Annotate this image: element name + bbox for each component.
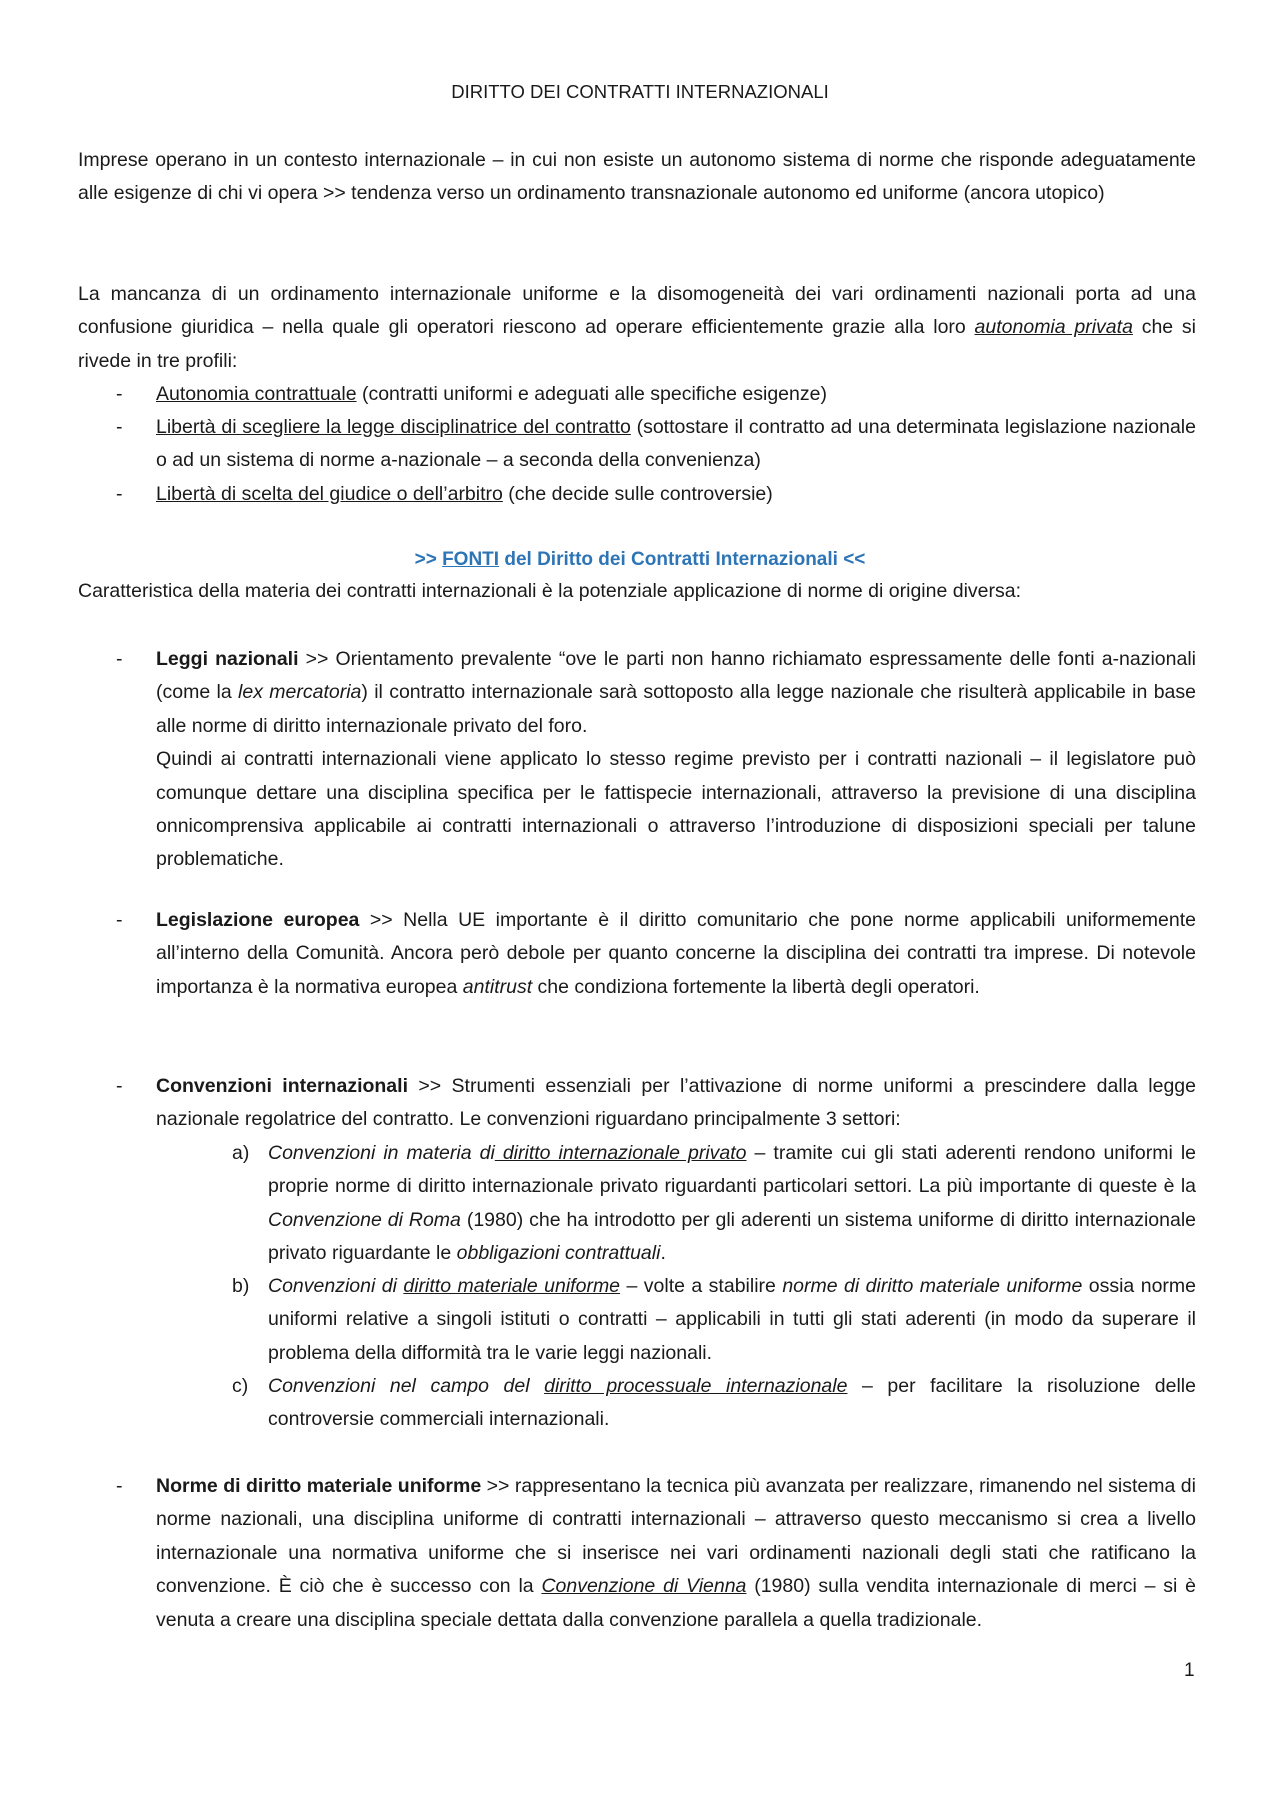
norme-term: Norme di diritto materiale uniforme — [156, 1475, 482, 1497]
bullet-dash: - — [116, 909, 123, 931]
sub-b-underlined: diritto materiale uniforme — [403, 1275, 621, 1297]
sub-c-text: – per facilitare la risoluzione delle controversie commerciali internazionali. — [268, 1375, 1196, 1431]
europea-text: >> Nella UE importante è il diritto comunitario che pone norme applicabili uniformemente all’interno della Comunità. Ancora però debole per quanto concerne la disciplina dei contratti tra imprese. Di notevole importanza è la normativa europea — [156, 909, 1197, 998]
norme-text: >> rappresentano la tecnica più avanzata per realizzare, rimanendo nel sistema di norme nazionali, una disciplina uniforme di contratti internazionali – attraverso questo meccanismo si crea a livello internazionale una normativa uniforme che si inserisce nei vari ordinamenti nazionali degli stati che ratificano la convenzione. È ciò che è successo con la — [156, 1475, 1196, 1598]
subitem-label: c) — [232, 1375, 249, 1397]
convenzioni-text: >> Strumenti essenziali per l’attivazione di norme uniformi a prescindere dalla legge nazionale regolatrice del contratto. Le convenzioni riguardano principalmente 3 settori: — [156, 1075, 1196, 1131]
convention-subitem-b — [232, 1270, 1196, 1370]
sub-c-underlined: diritto processuale internazionale — [544, 1375, 848, 1397]
profile-term: Autonomia contrattuale — [156, 383, 357, 405]
europea-text-end: che condiziona fortemente la libertà degli operatori. — [532, 975, 980, 998]
convention-subitem-c — [232, 1370, 1196, 1437]
profile-term: Libertà di scegliere la legge disciplinatrice del contratto — [156, 416, 631, 438]
profile-item — [78, 378, 1196, 411]
obbligazioni-term: obbligazioni contrattuali — [456, 1242, 661, 1265]
heading-suffix: del Diritto dei Contratti Internazionali << — [499, 549, 866, 570]
profile-text: (contratti uniformi e adeguati alle specifiche esigenze) — [356, 383, 827, 405]
intro-paragraph-3: Caratteristica della materia dei contratti internazionali è la potenziale applicazione di norme di origine diversa: — [78, 580, 1022, 602]
page-number: 1 — [1184, 1660, 1195, 1681]
leggi-term: Leggi nazionali — [156, 648, 299, 670]
bullet-dash: - — [116, 1075, 123, 1097]
bullet-dash: - — [116, 383, 123, 405]
heading-prefix: >> — [414, 549, 443, 570]
bullet-dash: - — [116, 1475, 123, 1497]
bullet-dash: - — [116, 416, 123, 438]
intro2-text: La mancanza di un ordinamento internazionale uniforme e la disomogeneità dei vari ordinamenti nazionali porta ad una confusione giuridica – nella quale gli operatori riescono ad operare efficientemente grazie alla loro — [78, 283, 1196, 339]
profile-text: (che decide sulle controversie) — [502, 483, 773, 505]
bullet-dash: - — [116, 483, 123, 505]
convenzioni-term: Convenzioni internazionali — [156, 1075, 408, 1097]
intro-paragraph-2 — [78, 278, 1196, 378]
sub-b-text-2: ossia norme uniformi relative a singoli istituti o contratti – applicabili in tutti gli stati aderenti (in modo da superare il problema della difformità tra le varie leggi nazionali. — [268, 1275, 1196, 1364]
autonomia-privata-term: autonomia privata — [974, 316, 1133, 339]
profile-term: Libertà di scelta del giudice o dell’arbitro — [156, 483, 503, 505]
profile-item — [78, 411, 1196, 478]
norme-text-end: (1980) sulla vendita internazionale di merci – si è venuta a creare una disciplina speciale dettata dalla convenzione parallela a quella tradizionale. — [156, 1575, 1196, 1631]
bullet-dash: - — [116, 648, 123, 670]
leggi-text-end: ) il contratto internazionale sarà sottoposto alla legge nazionale che risulterà applicabile in base alle norme di diritto internazionale privato del foro. — [156, 681, 1196, 737]
leggi-text: >> Orientamento prevalente “ove le parti non hanno richiamato espressamente delle fonti a-nazionali (come la — [156, 648, 1197, 704]
profile-item — [78, 478, 1196, 511]
sub-b-italic-term: norme di diritto materiale uniforme — [782, 1275, 1083, 1297]
sub-b-title: Convenzioni di — [268, 1275, 404, 1297]
convenzione-vienna-term: Convenzione di Vienna — [541, 1575, 747, 1598]
convention-subitem-a — [232, 1137, 1196, 1271]
source-item-norme-uniformi — [78, 1470, 1196, 1637]
sub-c-title: Convenzioni nel campo del — [268, 1375, 545, 1397]
sub-a-underlined: diritto internazionale privato — [494, 1142, 747, 1164]
section-heading-fonti — [0, 543, 1280, 576]
profile-text: (sottostare il contratto ad una determinata legislazione nazionale o ad un sistema di norme a-nazionale – a seconda della convenienza) — [156, 416, 1196, 472]
leggi-paragraph-1 — [156, 643, 1196, 743]
sub-a-text: – tramite cui gli stati aderenti rendono uniformi le proprie norme di diritto internazionale privato riguardanti particolari settori. La più importante di queste è la — [268, 1142, 1197, 1198]
lex-mercatoria-term: lex mercatoria — [238, 681, 362, 704]
source-item-leggi-nazionali — [78, 643, 1196, 877]
convenzione-roma-term: Convenzione di Roma — [268, 1208, 461, 1231]
source-item-legislazione-europea — [78, 904, 1196, 1004]
intro2-text-end: che si rivede in tre profili: — [78, 316, 1197, 372]
leggi-paragraph-2: Quindi ai contratti internazionali viene applicato lo stesso regime previsto per i contratti nazionali – il legislatore può comunque dettare una disciplina specifica per le fattispecie internazionali, attraverso la previsione di una disciplina onnicomprensiva applicabile ai contratti internazionali o attraverso l’introduzione di disposizioni speciali per talune problematiche. — [156, 748, 1196, 871]
sub-a-text-2: (1980) che ha introdotto per gli aderenti un sistema uniforme di diritto internazionale privato riguardante le — [268, 1208, 1196, 1265]
sub-b-text: – volte a stabilire — [620, 1275, 783, 1297]
sub-a-period: . — [660, 1242, 666, 1265]
fonti-link[interactable]: FONTI — [442, 549, 500, 570]
subitem-label: b) — [232, 1275, 250, 1297]
europea-term: Legislazione europea — [156, 909, 360, 931]
document-title: DIRITTO DEI CONTRATTI INTERNAZIONALI — [451, 81, 829, 102]
intro-paragraph-1: Imprese operano in un contesto internazionale – in cui non esiste un autonomo sistema di norme che risponde adeguatamente alle esigenze di chi vi opera >> tendenza verso un ordinamento transnazionale autonomo ed uniforme (ancora utopico) — [78, 149, 1196, 205]
antitrust-term: antitrust — [462, 975, 533, 998]
sub-a-title: Convenzioni in materia di — [268, 1142, 495, 1164]
source-item-convenzioni — [78, 1070, 1196, 1137]
subitem-label: a) — [232, 1142, 250, 1164]
